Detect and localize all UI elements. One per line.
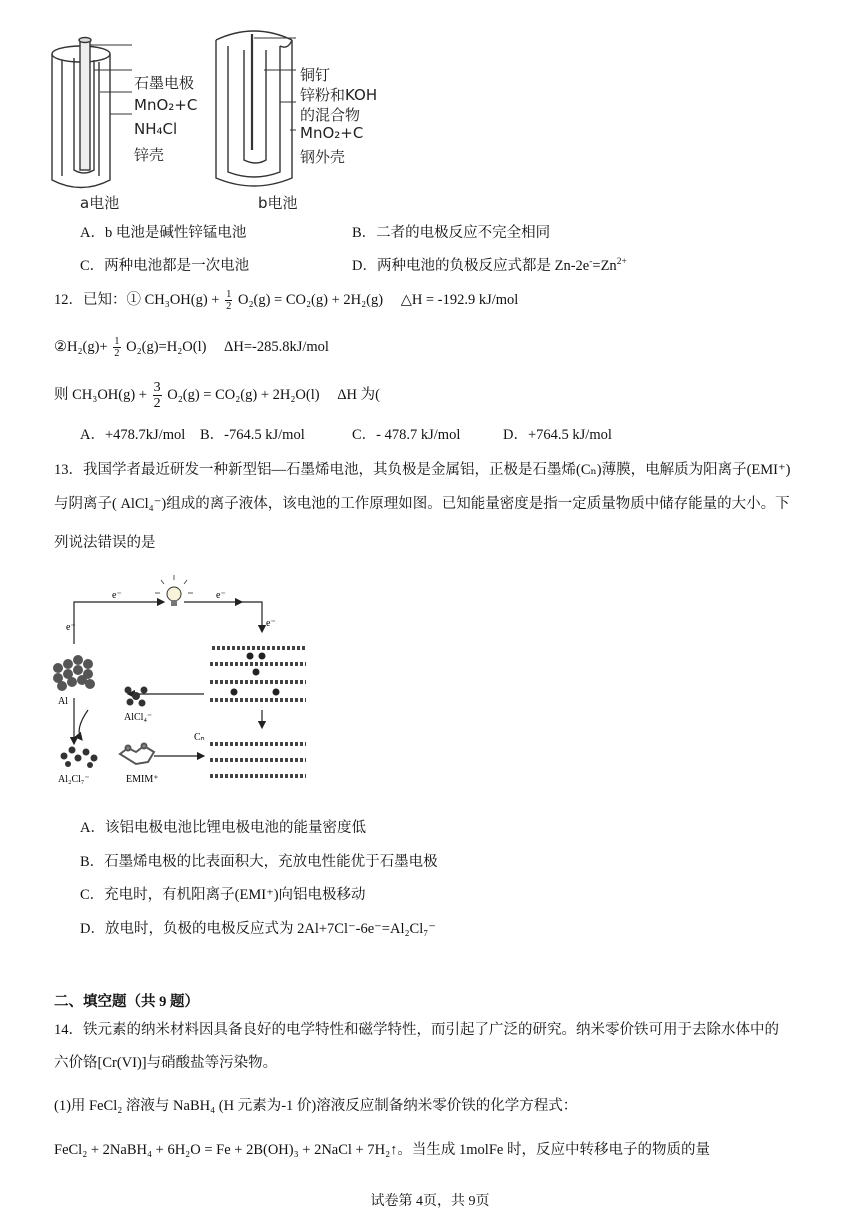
q11-option-d-text: D．两种电池的负极反应式都是 Zn-2e bbox=[352, 258, 590, 274]
al-electrode-icon bbox=[53, 655, 95, 691]
q12-option-b: B．-764.5 kJ/mol bbox=[200, 427, 305, 443]
a-label-zinc-shell: 锌壳 bbox=[134, 146, 165, 164]
fig-e-top-left: e⁻ bbox=[112, 590, 122, 601]
q11-option-d: D．两种电池的负极反应式都是 $Zn-2e^-=Zn^{2+}$ bbox=[352, 257, 627, 274]
fig-e-left: e⁻ bbox=[66, 622, 76, 633]
q14-line1: 14．铁元素的纳米材料因具备良好的电学特性和磁学特性，而引起了广泛的研究。纳米零价铁可用于去除水体中的 bbox=[54, 1022, 779, 1038]
q12-option-a: A．+478.7kJ/mol bbox=[80, 427, 186, 443]
q14-line4 bbox=[54, 1138, 710, 1159]
q13-line3: 列说法错误的是 bbox=[54, 535, 156, 551]
a-label-graphite: 石墨电极 bbox=[134, 74, 195, 92]
b-label-zinc-koh: 锌粉和KOH bbox=[300, 86, 378, 104]
q11-option-d-tail: =Zn bbox=[592, 258, 617, 274]
q14-line3: (1)用 FeCl₂ 溶液与 NaBH₄ (H 元素为-1 价)溶液反应制备纳米零价铁的化学方程式： bbox=[54, 1098, 578, 1114]
q12-eq3-right: O₂(g) = CO₂(g) + 2H₂O(l) bbox=[167, 386, 320, 403]
q13-line1: 13．我国学者最近研发一种新型铝—石墨烯电池，其负极是金属铝，正极是石墨烯(Cₙ)薄膜，电解质为阳离子(EMI⁺) bbox=[54, 462, 791, 478]
al2cl7-molecule-icon bbox=[61, 747, 98, 769]
q13-option-a: A．该铝电极电池比锂电极电池的能量密度低 bbox=[80, 820, 366, 836]
bulb-icon bbox=[155, 575, 193, 606]
fig-cn: Cₙ bbox=[194, 732, 205, 743]
q12-eq3-left: 则 CH₃OH(g) + bbox=[54, 386, 147, 403]
q12-eq1-right: O₂(g) = CO₂(g) + 2H₂(g) bbox=[237, 292, 384, 308]
q12-option-c: C．- 478.7 kJ/mol bbox=[352, 427, 461, 443]
q11-option-a: A．b 电池是碱性锌锰电池 bbox=[80, 225, 247, 241]
fig-al: Al bbox=[58, 696, 68, 707]
q14-equation: FeCl₂ + 2NaBH₄ + 6H₂O = Fe + 2B(OH)₃ + 2NaCl + 7H₂↑ bbox=[54, 1142, 398, 1158]
q12-eq2-dh: ΔH=-285.8kJ/mol bbox=[224, 338, 329, 355]
fig-alcl4: AlCl₄⁻ bbox=[124, 712, 153, 723]
q12-option-d: D．+764.5 kJ/mol bbox=[503, 427, 612, 443]
emim-molecule-icon bbox=[120, 744, 154, 765]
q12-line3 bbox=[54, 380, 380, 411]
b-label-steel-shell: 钢外壳 bbox=[300, 148, 346, 166]
q12-eq2-fraction: $\frac{1}{2}$ bbox=[114, 336, 120, 359]
q13-option-c: C．充电时，有机阳离子(EMI⁺)向铝电极移动 bbox=[80, 887, 366, 903]
q12-eq2-left: ②H₂(g)+ bbox=[54, 338, 108, 355]
q12-eq2-right: O₂(g)=H₂O(l) bbox=[126, 338, 207, 355]
q11-option-b: B．二者的电极反应不完全相同 bbox=[352, 225, 551, 241]
battery-figure bbox=[44, 10, 444, 215]
fig-al2cl7: Al₂Cl₇⁻ bbox=[58, 774, 90, 785]
graphene-layers-bottom bbox=[210, 744, 306, 776]
b-label-mno2: MnO₂+C bbox=[300, 124, 364, 142]
b-caption: b电池 bbox=[258, 194, 298, 212]
q13-line2: 与阴离子( AlCl₄⁻)组成的离子液体，该电池的工作原理如图。已知能量密度是指一定质量物质中储存能量的大小。下 bbox=[54, 496, 790, 512]
al-graphene-battery-figure bbox=[44, 560, 314, 800]
q12-line2 bbox=[54, 336, 329, 359]
b-label-mixture: 的混合物 bbox=[300, 106, 361, 124]
q12-eq1-dh: △H = -192.9 kJ/mol bbox=[400, 292, 519, 308]
a-label-nh4cl: NH₄Cl bbox=[134, 120, 178, 138]
q12-eq3-dh: ΔH 为( bbox=[337, 386, 380, 403]
q11-option-c: C．两种电池都是一次电池 bbox=[80, 258, 250, 274]
battery-a-drawing bbox=[52, 38, 110, 188]
q12-eq1-fraction: $\frac{1}{2}$ bbox=[226, 289, 232, 313]
q14-line4-tail: 。当生成 1molFe 时，反应中转移电子的物质的量 bbox=[397, 1142, 710, 1158]
q12-eq3-fraction: $\frac{3}{2}$ bbox=[153, 380, 161, 411]
battery-b-drawing bbox=[216, 31, 292, 186]
b-label-copper-nail: 铜钉 bbox=[300, 66, 331, 84]
section2-title: 二、填空题（共 9 题） bbox=[54, 994, 199, 1010]
alcl4-molecule-icon bbox=[125, 687, 148, 707]
q12-line1 bbox=[54, 288, 518, 312]
q12-eq1-left: CH₃OH(g) + bbox=[144, 292, 220, 308]
fig-emim: EMIM⁺ bbox=[126, 774, 159, 785]
fig-e-right: e⁻ bbox=[266, 618, 276, 629]
q14-line2: 六价铬[Cr(VI)]与硝酸盐等污染物。 bbox=[54, 1055, 278, 1071]
q13-option-d: D．放电时，负极的电极反应式为 2Al+7Cl⁻-6e⁻=Al₂Cl₇⁻ bbox=[80, 921, 436, 937]
a-label-mno2: MnO₂+C bbox=[134, 96, 198, 114]
q13-option-b: B．石墨烯电极的比表面积大，充放电性能优于石墨电极 bbox=[80, 854, 438, 870]
fig-e-top-right: e⁻ bbox=[216, 590, 226, 601]
q12-intro: 12．已知：① bbox=[54, 292, 141, 308]
page-footer: 试卷第 4页，共 9页 bbox=[370, 1194, 490, 1209]
a-caption: a电池 bbox=[80, 194, 120, 212]
